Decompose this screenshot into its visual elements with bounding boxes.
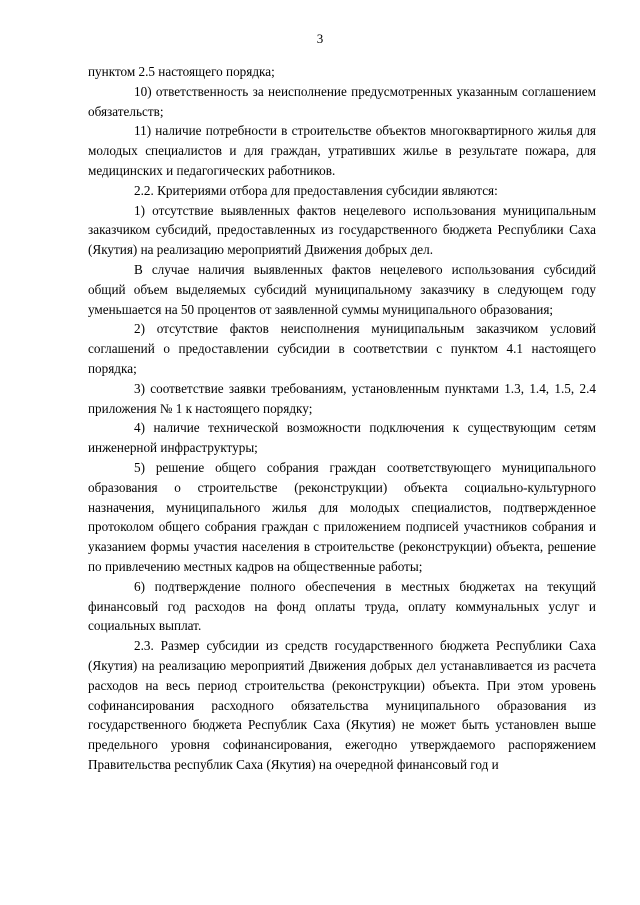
- paragraph-criterion-6: 6) подтверждение полного обеспечения в местных бюджетах на текущий финансовый год расходов на фонд оплаты труда, оплату коммунальных услуг и социальных выплат.: [88, 578, 596, 634]
- paragraph-criterion-1-note: В случае наличия выявленных фактов нецелевого использования субсидий общий объем выделяемых субсидий муниципальному заказчику в следующем году уменьшается на 50 процентов от заявленной суммы муниципального образования;: [88, 261, 596, 317]
- page-number: 3: [316, 31, 324, 46]
- paragraph-criterion-5: 5) решение общего собрания граждан соответствующего муниципального образования о строительстве (реконструкции) объекта социально-культурного назначения, муниципального жилья для молодых специалистов, подтвержденное протоколом общего собрания граждан с приложением подписей участников собрания и указанием формы участия населения в строительстве (реконструкции) объекта, решение по привлечению местных кадров на общественные работы;: [88, 459, 596, 574]
- document-body: [88, 62, 596, 775]
- paragraph-item-11: 11) наличие потребности в строительстве объектов многоквартирного жилья для молодых специалистов и для граждан, утративших жилье в результате пожара, для медицинских и педагогических работников.: [88, 123, 596, 178]
- paragraph-section-2-2: 2.2. Критериями отбора для предоставления субсидии являются:: [134, 182, 498, 198]
- paragraph-criterion-2: 2) отсутствие фактов неисполнения муниципальным заказчиком условий соглашений о предоставлении субсидии в соответствии с пунктом 4.1 настоящего порядка;: [88, 321, 596, 376]
- paragraph-section-2-3: 2.3. Размер субсидии из средств государственного бюджета Республики Саха (Якутия) на реализацию мероприятий Движения добрых дел устанавливается из расчета расходов на весь период строительства (реконструкции) объекта. При этом уровень софинансирования расходного обязательства муниципального образования из государственного бюджета Республик Саха (Якутия) не может быть установлен выше предельного уровня софинансирования, ежегодно утверждаемого распоряжением Правительства республик Саха (Якутия) на очередной финансовый год и: [88, 638, 596, 772]
- paragraph-criterion-4: 4) наличие технической возможности подключения к существующим сетям инженерной инфраструктуры;: [88, 420, 596, 456]
- paragraph-criterion-1: 1) отсутствие выявленных фактов нецелевого использования муниципальным заказчиком субсидий, предоставленных из государственного бюджета Республики Саха (Якутия) на реализацию мероприятий Движения добрых дел.: [88, 202, 596, 258]
- paragraph-criterion-3: 3) соответствие заявки требованиям, установленным пунктами 1.3, 1.4, 1.5, 2.4 приложения № 1 к настоящего порядку;: [88, 380, 596, 416]
- paragraph-item-10: 10) ответственность за неисполнение предусмотренных указанным соглашением обязательств;: [88, 83, 596, 119]
- paragraph-continuation: пунктом 2.5 настоящего порядка;: [88, 64, 275, 79]
